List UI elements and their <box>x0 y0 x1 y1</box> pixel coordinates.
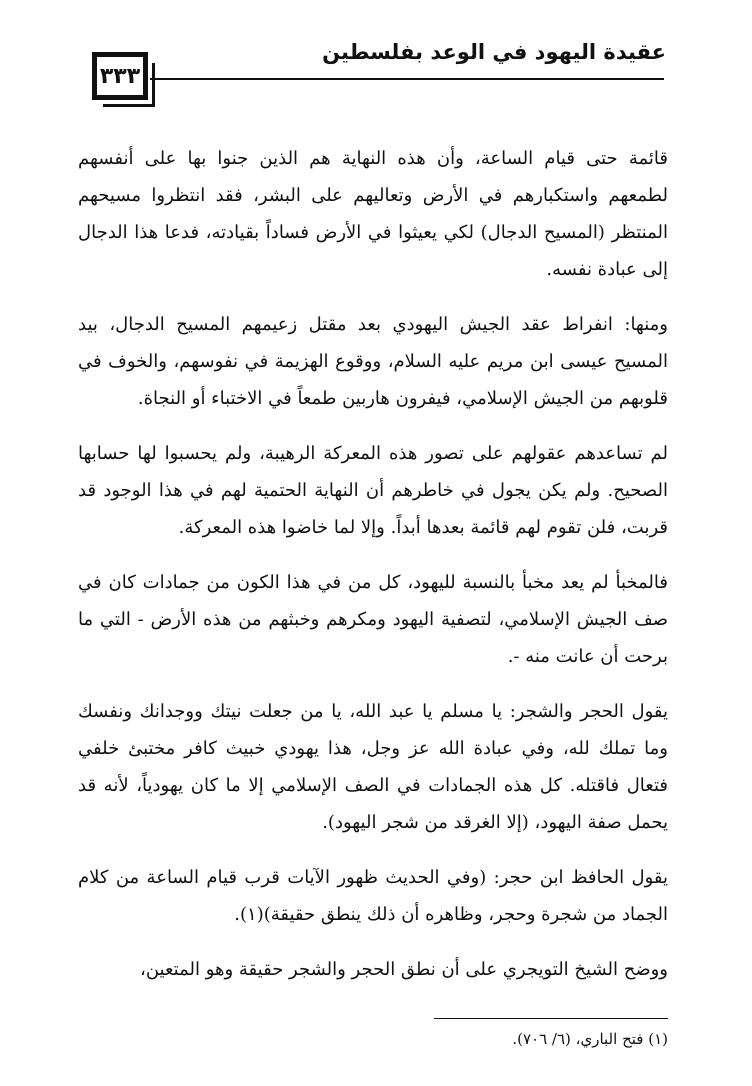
paragraph: قائمة حتى قيام الساعة، وأن هذه النهاية هم الذين جنوا بها على أنفسهم لطمعهم واستكبارهم في الأرض وتعاليهم على البشر، فقد انتظروا مسيحهم المنتظر (المسيح الدجال) لكي يعيثوا في الأرض فساداً بقيادته، فدعا هذا الدجال إلى عبادة نفسه. <box>78 148 668 280</box>
paragraph: لم تساعدهم عقولهم على تصور هذه المعركة الرهيبة، ولم يحسبوا لها حسابها الصحيح. ولم يكن يجول في خاطرهم أن النهاية الحتمية لهم في هذا الوجود قد قربت، فلن تقوم لهم قائمة بعدها أبداً. وإلا لما خاضوا هذه المعركة. <box>78 443 668 538</box>
body-text <box>78 140 668 1006</box>
paragraph: يقول الحافظ ابن حجر: (وفي الحديث ظهور الآيات قرب قيام الساعة من كلام الجماد من شجرة وحجر، وظاهره أن ذلك ينطق حقيقة)(١). <box>78 867 668 925</box>
running-header-title: عقيدة اليهود في الوعد بفلسطين <box>322 40 666 64</box>
footnote: (١) فتح الباري، (٦/ ٧٠٦). <box>512 1030 668 1048</box>
paragraph: ووضح الشيخ التويجري على أن نطق الحجر والشجر حقيقة وهو المتعين، <box>140 959 668 980</box>
header-rule <box>150 78 664 80</box>
page-number: ٣٣٣ <box>99 63 141 89</box>
page-number-box <box>92 52 148 100</box>
paragraph: ومنها: انفراط عقد الجيش اليهودي بعد مقتل زعيمهم المسيح الدجال، بيد المسيح عيسى ابن مريم عليه السلام، ووقوع الهزيمة في نفوسهم، والخوف في قلوبهم من الجيش الإسلامي، فيفرون هاربين طمعاً في الاختباء أو النجاة. <box>78 314 668 409</box>
paragraph: يقول الحجر والشجر: يا مسلم يا عبد الله، يا من جعلت نيتك ووجدانك ونفسك وما تملك لله، وفي عبادة الله عز وجل، هذا يهودي خبيث كافر مختبئ خلفي فتعال فاقتله. كل هذه الجمادات في الصف الإسلامي إلا ما كان يهودياً، لأنه قد يحمل صفة اليهود، (إلا الغرقد من شجر اليهود). <box>78 701 668 833</box>
footnote-divider <box>434 1018 668 1019</box>
paragraph: فالمخبأ لم يعد مخبأ بالنسبة لليهود، كل من في هذا الكون من جمادات كان في صف الجيش الإسلامي، لتصفية اليهود ومكرهم وخبثهم من هذه الأرض - التي ما برحت أن عانت منه -. <box>78 572 668 667</box>
